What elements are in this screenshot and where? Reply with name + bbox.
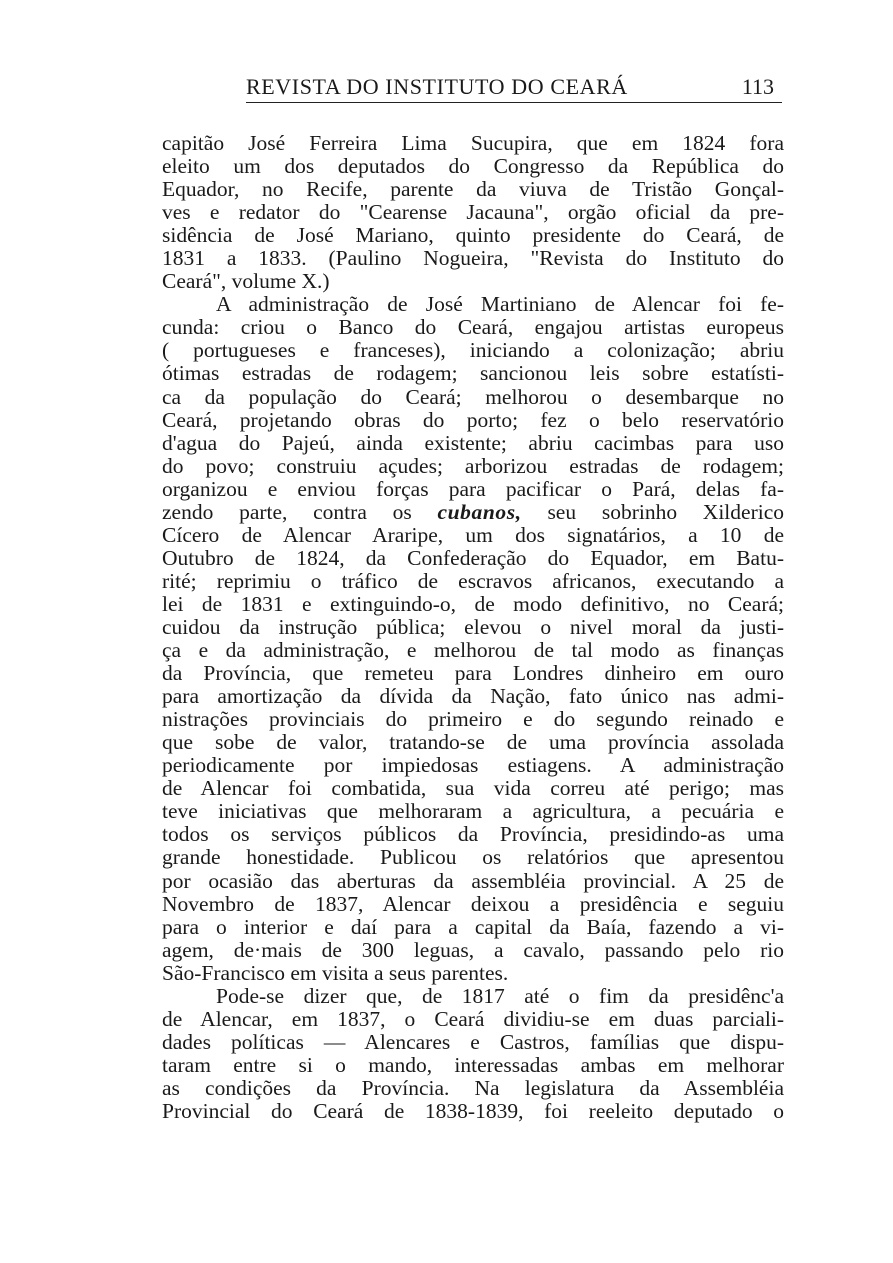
text-segment: seu sobrinho Xilderico (547, 499, 785, 524)
paragraph-first-line: Pode-se dizer que, de 1817 até o fim da presidênc'a (216, 983, 784, 1008)
page-body (162, 132, 784, 1123)
text-segment: zendo parte, contra os (162, 499, 412, 524)
text-line: Ceará", volume X.) (162, 269, 330, 294)
text-line: Ceará, projetando obras do porto; fez o belo reservatório (162, 407, 784, 432)
text-line: d'agua do Pajeú, ainda existente; abriu cacimbas para uso (162, 430, 784, 455)
running-header (246, 72, 782, 103)
text-line: sidência de José Mariano, quinto presidente do Ceará, de (162, 223, 784, 248)
text-line: grande honestidade. Publicou os relatórios que apresentou (162, 845, 784, 870)
text-line: ca da população do Ceará; melhorou o desembarque no (162, 384, 784, 409)
journal-title: REVISTA DO INSTITUTO DO CEARÁ (246, 74, 628, 99)
text-line: de Alencar foi combatida, sua vida correu até perigo; mas (162, 776, 784, 801)
text-line: rité; reprimiu o tráfico de escravos africanos, executando a (162, 568, 784, 593)
text-line: nistrações provinciais do primeiro e do segundo reinado e (162, 707, 784, 732)
text-line: Cícero de Alencar Araripe, um dos signatários, a 10 de (162, 522, 784, 547)
text-line: Equador, no Recife, parente da viuva de Tristão Gonçal- (162, 177, 784, 202)
text-line: agem, de·mais de 300 leguas, a cavalo, passando pelo rio (162, 937, 784, 962)
text-line: as condições da Província. Na legislatura da Assembléia (162, 1075, 784, 1100)
text-line: ( portugueses e franceses), iniciando a colonização; abriu (162, 338, 784, 363)
text-line: teve iniciativas que melhoraram a agricultura, a pecuária e (162, 799, 784, 824)
text-line: ves e redator do "Cearense Jacauna", orgão oficial da pre- (162, 200, 784, 225)
text-line: cunda: criou o Banco do Ceará, engajou artistas europeus (162, 315, 784, 340)
text-line: ótimas estradas de rodagem; sancionou leis sobre estatísti- (162, 361, 784, 386)
text-line: eleito um dos deputados do Congresso da República do (162, 154, 784, 179)
text-line: para o interior e daí para a capital da Baía, fazendo a vi- (162, 914, 784, 939)
text-line: dades políticas — Alencares e Castros, famílias que dispu- (162, 1029, 784, 1054)
text-line: Provincial do Ceará de 1838-1839, foi reeleito deputado o (162, 1098, 784, 1123)
text-line: todos os serviços públicos da Província, presidindo-as uma (162, 822, 784, 847)
emphasized-word: cubanos, (437, 499, 522, 524)
text-line: do povo; construiu açudes; arborizou estradas de rodagem; (162, 453, 784, 478)
text-line: periodicamente por impiedosas estiagens. A administração (162, 753, 784, 778)
text-line-with-italic (162, 501, 784, 524)
text-line: Outubro de 1824, da Confederação do Equador, em Batu- (162, 545, 784, 570)
text-line: organizou e enviou forças para pacificar o Pará, delas fa- (162, 476, 784, 501)
paragraph-first-line: A administração de José Martiniano de Alencar foi fe- (216, 292, 784, 317)
text-line: lei de 1831 e extinguindo-o, de modo definitivo, no Ceará; (162, 591, 784, 616)
text-line: ça e da administração, e melhorou de tal modo as finanças (162, 638, 784, 663)
text-line: São-Francisco em visita a seus parentes. (162, 960, 509, 985)
text-line: Novembro de 1837, Alencar deixou a presidência e seguiu (162, 891, 784, 916)
text-line: da Província, que remeteu para Londres dinheiro em ouro (162, 661, 784, 686)
text-line: para amortização da dívida da Nação, fato único nas admi- (162, 684, 784, 709)
text-line: por ocasião das aberturas da assembléia provincial. A 25 de (162, 868, 784, 893)
text-line: capitão José Ferreira Lima Sucupira, que em 1824 fora (162, 131, 784, 155)
page-number: 113 (741, 74, 774, 99)
text-line: que sobe de valor, tratando-se de uma província assolada (162, 730, 784, 755)
text-line: taram entre si o mando, interessadas ambas em melhorar (162, 1052, 784, 1077)
text-line: de Alencar, em 1837, o Ceará dividiu-se em duas parciali- (162, 1006, 784, 1031)
text-line: 1831 a 1833. (Paulino Nogueira, "Revista do Instituto do (162, 246, 784, 271)
text-line: cuidou da instrução pública; elevou o nivel moral da justi- (162, 614, 784, 639)
